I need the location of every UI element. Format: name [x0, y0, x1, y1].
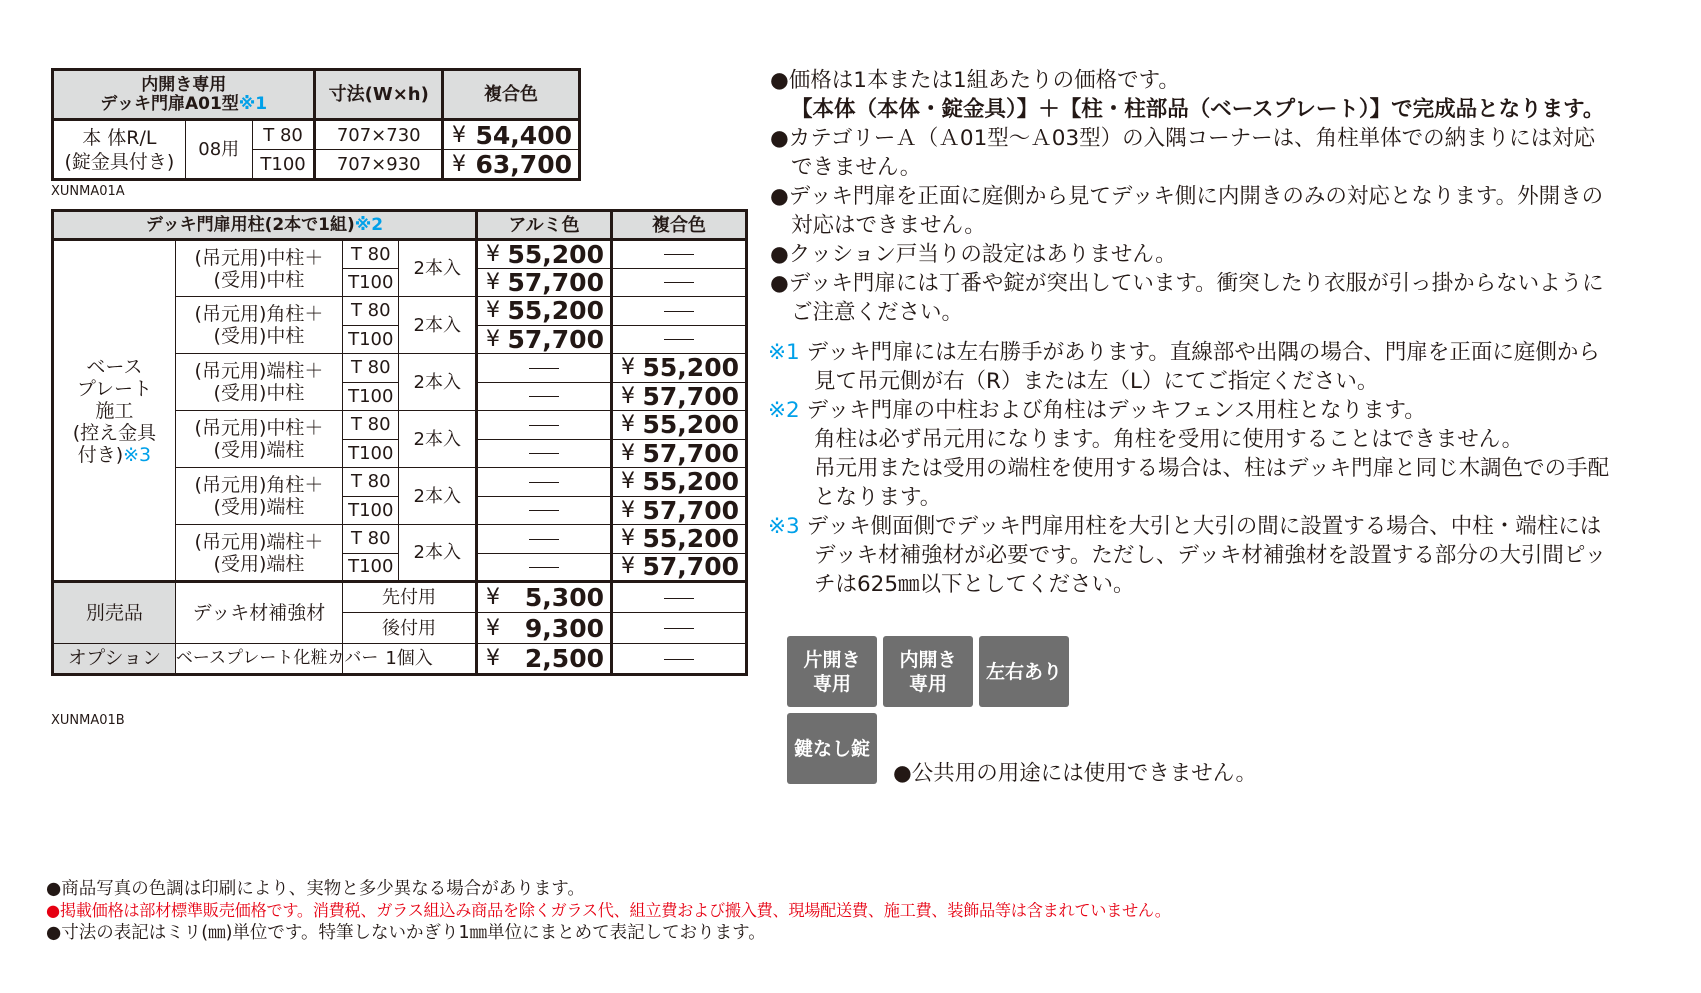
badge-single-swing: 片開き 専用 [787, 636, 877, 707]
gate-size-t80: 707×730 [315, 120, 443, 150]
product-code-a: XUNMA01A [51, 184, 125, 199]
post-price-fukugo: ¥ 55,200 [611, 468, 746, 497]
post-type: T100 [343, 325, 399, 354]
option-fukugo [611, 644, 746, 675]
post-qty: 2本入 [399, 240, 477, 297]
footnote-3b: デッキ材補強材が必要です。ただし、デッキ材補強材を設置する部分の大引間ピッ [814, 543, 1607, 568]
post-price-alumi [477, 382, 612, 411]
post-type: T100 [343, 439, 399, 468]
post-price-alumi: ¥ 55,200 [477, 240, 612, 269]
post-price-fukugo [611, 297, 746, 326]
note-2a: ●カテゴリーＡ（Ａ01型～Ａ03型）の入隅コーナーは、角柱単体での納まりには対応 [770, 126, 1596, 151]
post-type: T 80 [343, 468, 399, 497]
post-price-fukugo: ¥ 55,200 [611, 354, 746, 383]
footnote-mark-3: ※3 [123, 443, 152, 466]
gate-header-size: 寸法(W×h) [315, 70, 443, 120]
footnote-2a: デッキ門扉の中柱および角柱はデッキフェンス用柱となります。 [806, 398, 1426, 423]
gate-size-t100: 707×930 [315, 150, 443, 180]
separate-timing-post: 後付用 [343, 613, 477, 644]
post-price-fukugo [611, 240, 746, 269]
footnote-mark-2: ※2 [354, 214, 384, 235]
post-qty: 2本入 [399, 354, 477, 411]
option-item: ベースプレート化粧カバー [175, 644, 342, 675]
gate-price-t80: ¥ 54,400 [443, 120, 580, 150]
post-price-alumi [477, 354, 612, 383]
post-pair-label: (吊元用)角柱＋ (受用)端柱 [175, 468, 342, 525]
post-type: T100 [343, 382, 399, 411]
gate-header-color: 複合色 [443, 70, 580, 120]
public-use-note: ●公共用の用途には使用できません。 [893, 761, 1258, 786]
post-price-alumi [477, 439, 612, 468]
footnote-1a: デッキ門扉には左右勝手があります。直線部や出隅の場合、門扉を正面に庭側から [806, 340, 1600, 365]
post-pair-label: (吊元用)端柱＋ (受用)端柱 [175, 525, 342, 582]
post-type: T 80 [343, 240, 399, 269]
post-type: T 80 [343, 297, 399, 326]
footnote-mark-1: ※1 [238, 93, 268, 114]
post-price-fukugo: ¥ 57,700 [611, 382, 746, 411]
post-type: T 80 [343, 411, 399, 440]
separate-timing-pre: 先付用 [343, 582, 477, 613]
footnote-2-mark: ※2 [768, 398, 800, 423]
footer-note-2: ●掲載価格は部材標準販売価格です。消費税、ガラス組込み商品を除くガラス代、組立費および搬入費、現場配送費、施工費、装飾品等は含まれていません。 [46, 901, 1171, 920]
footnote-1-mark: ※1 [768, 340, 800, 365]
post-price-fukugo: ¥ 55,200 [611, 525, 746, 554]
badge-keyless-lock: 鍵なし錠 [787, 713, 877, 784]
option-label: オプション [53, 644, 176, 675]
separate-fukugo-pre [611, 582, 746, 613]
footnote-2b: 角柱は必ず吊元用になります。角柱を受用に使用することはできません。 [814, 427, 1524, 452]
footnote-3-mark: ※3 [768, 514, 800, 539]
separate-fukugo-post [611, 613, 746, 644]
note-2b: できません。 [791, 155, 922, 180]
footer-note-1: ●商品写真の色調は印刷により、実物と多少異なる場合があります。 [46, 879, 585, 899]
separate-price-post: ¥ 9,300 [477, 613, 612, 644]
base-plate-group-label: ベース プレート 施工 (控え金具 付き)※3 [53, 240, 176, 582]
footnote-2d: となります。 [814, 485, 942, 510]
post-header-fukugo: 複合色 [611, 211, 746, 240]
post-price-fukugo: ¥ 57,700 [611, 496, 746, 525]
post-pair-label: (吊元用)端柱＋ (受用)中柱 [175, 354, 342, 411]
post-type: T 80 [343, 354, 399, 383]
badge-left-right: 左右あり [979, 636, 1069, 707]
footer-note-3: ●寸法の表記はミリ(㎜)単位です。特筆しないかぎり1㎜単位にまとめて表記しております。 [46, 923, 766, 943]
note-4: ●クッション戸当りの設定はありません。 [770, 242, 1177, 267]
post-pair-label: (吊元用)中柱＋ (受用)端柱 [175, 411, 342, 468]
post-price-fukugo [611, 325, 746, 354]
post-price-alumi: ¥ 57,700 [477, 268, 612, 297]
option-qty: 1個入 [343, 644, 477, 675]
gate-type-t80: T 80 [252, 120, 315, 150]
post-price-alumi [477, 468, 612, 497]
notes-block [770, 66, 1604, 327]
post-price-alumi [477, 525, 612, 554]
footer-notes [46, 878, 1171, 944]
post-price-fukugo: ¥ 57,700 [611, 439, 746, 468]
gate-price-t100: ¥ 63,700 [443, 150, 580, 180]
option-price: ¥ 2,500 [477, 644, 612, 675]
note-1b: 【本体（本体・錠金具）】＋【柱・柱部品（ベースプレート）】で完成品となります。 [791, 97, 1605, 122]
note-3b: 対応はできません。 [791, 213, 986, 238]
post-header-alumi: アルミ色 [477, 211, 612, 240]
post-type: T100 [343, 553, 399, 582]
post-type: T 80 [343, 525, 399, 554]
post-price-table [51, 209, 748, 676]
post-pair-label: (吊元用)角柱＋ (受用)中柱 [175, 297, 342, 354]
post-price-fukugo [611, 268, 746, 297]
post-price-alumi: ¥ 57,700 [477, 325, 612, 354]
note-5a: ●デッキ門扉には丁番や錠が突出しています。衝突したり衣服が引っ掛からないように [770, 271, 1604, 296]
note-5b: ご注意ください。 [791, 300, 964, 325]
post-price-alumi [477, 496, 612, 525]
post-qty: 2本入 [399, 525, 477, 582]
separate-price-pre: ¥ 5,300 [477, 582, 612, 613]
note-3a: ●デッキ門扉を正面に庭側から見てデッキ側に内開きのみの対応となります。外開きの [770, 184, 1604, 209]
badge-inward-only: 内開き 専用 [883, 636, 973, 707]
product-code-b: XUNMA01B [51, 713, 125, 728]
post-price-alumi [477, 411, 612, 440]
post-pair-label: (吊元用)中柱＋ (受用)中柱 [175, 240, 342, 297]
post-price-alumi: ¥ 55,200 [477, 297, 612, 326]
separate-label: 別売品 [53, 582, 176, 644]
post-type: T100 [343, 496, 399, 525]
gate-header-title: 内開き専用 デッキ門扉A01型※1 [53, 70, 315, 120]
footnote-3c: チは625㎜以下としてください。 [814, 572, 1135, 597]
gate-size-code: 08用 [185, 120, 252, 180]
post-price-alumi [477, 553, 612, 582]
gate-type-t100: T100 [252, 150, 315, 180]
footnote-3a: デッキ側面側でデッキ門扉用柱を大引と大引の間に設置する場合、中柱・端柱には [806, 514, 1602, 539]
post-type: T100 [343, 268, 399, 297]
separate-item: デッキ材補強材 [175, 582, 342, 644]
footnote-1b: 見て吊元側が右（R）または左（L）にてご指定ください。 [814, 369, 1379, 394]
post-qty: 2本入 [399, 297, 477, 354]
gate-body-label: 本 体R/L (錠金具付き) [53, 120, 186, 180]
footnote-2c: 吊元用または受用の端柱を使用する場合は、柱はデッキ門扉と同じ木調色での手配 [814, 456, 1610, 481]
note-1: ●価格は1本または1組あたりの価格です。 [770, 68, 1180, 93]
post-qty: 2本入 [399, 468, 477, 525]
footnotes-block [768, 338, 1609, 599]
post-price-fukugo: ¥ 57,700 [611, 553, 746, 582]
post-qty: 2本入 [399, 411, 477, 468]
post-price-fukugo: ¥ 55,200 [611, 411, 746, 440]
gate-price-table [51, 68, 581, 181]
post-header-title: デッキ門扉用柱(2本で1組)※2 [53, 211, 477, 240]
